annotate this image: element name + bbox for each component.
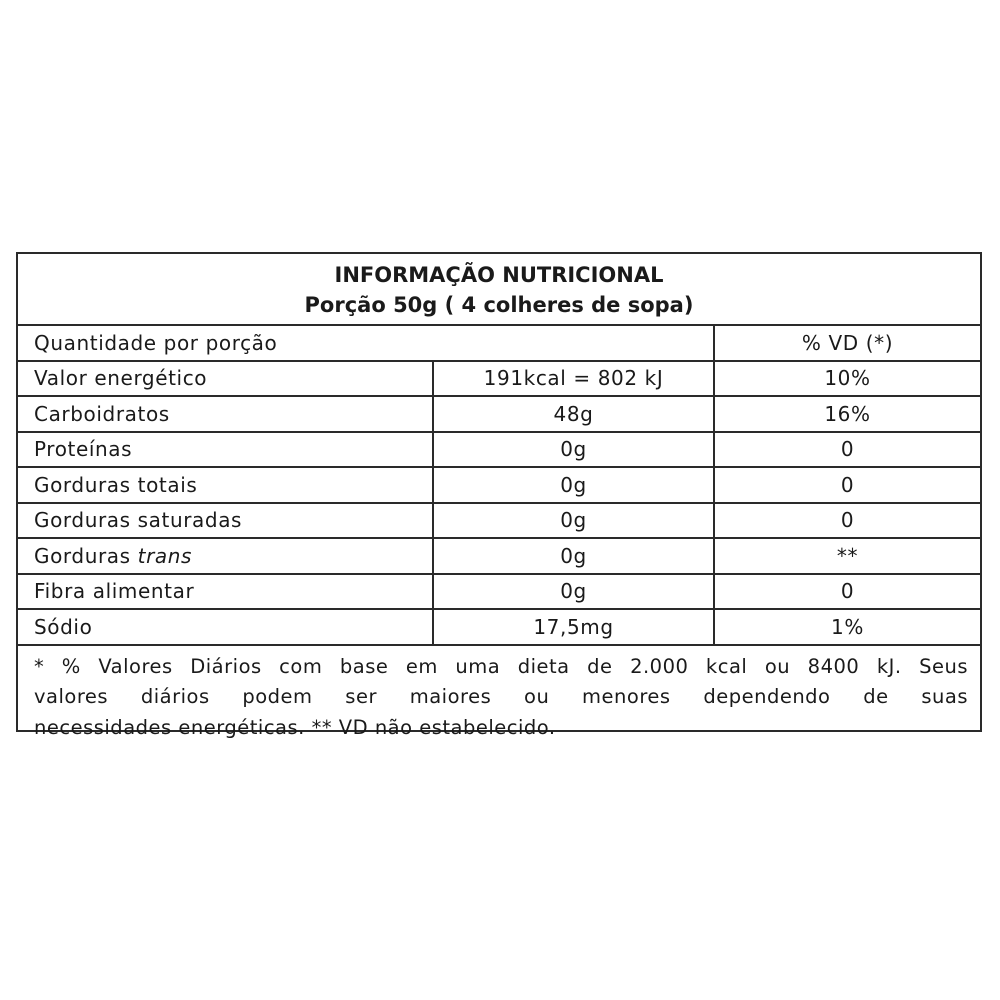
table-row <box>18 468 980 504</box>
serving-size: Porção 50g ( 4 colheres de sopa) <box>304 293 694 317</box>
nutrient-amount: 0g <box>434 575 715 609</box>
nutrient-name: Sódio <box>18 610 434 644</box>
table-row <box>18 397 980 433</box>
nutrient-amount: 0g <box>434 504 715 538</box>
nutrient-daily-value: 0 <box>840 508 855 533</box>
nutrient-amount: 48g <box>434 397 715 431</box>
table-row <box>18 504 980 540</box>
nutrient-name-italic: trans <box>137 543 193 568</box>
nutrient-daily-value: 0 <box>840 472 855 497</box>
table-header <box>18 254 980 326</box>
nutrient-daily-value: 0 <box>840 579 855 604</box>
nutrient-daily-value: 0 <box>840 437 855 462</box>
nutrient-amount: 17,5mg <box>434 610 715 644</box>
table-row <box>18 610 980 646</box>
nutrient-daily-value: 1% <box>831 614 864 639</box>
footnote <box>18 646 980 739</box>
nutrient-name-prefix: Gorduras <box>34 543 138 568</box>
footnote-line: necessidades energéticas. ** VD não estabelecido. <box>34 715 556 739</box>
footnote-line: * % Valores Diários com base em uma dieta de 2.000 kcal ou 8400 kJ. Seus <box>34 654 968 678</box>
table-row <box>18 539 980 575</box>
nutrition-facts-table <box>16 252 982 739</box>
nutrient-daily-value: 10% <box>824 366 871 391</box>
nutrient-name: Valor energético <box>18 362 434 396</box>
table-row <box>18 575 980 611</box>
table-row <box>18 433 980 469</box>
column-header-row <box>18 326 980 362</box>
footnote-line: valores diários podem ser maiores ou menores dependendo de suas <box>34 685 968 708</box>
nutrient-name: Proteínas <box>18 433 434 467</box>
daily-value-header: % VD (*) <box>801 330 894 355</box>
nutrient-name: Carboidratos <box>18 397 434 431</box>
nutrient-name: Gorduras totais <box>18 468 434 502</box>
table-title: INFORMAÇÃO NUTRICIONAL <box>334 263 664 287</box>
nutrient-name: Gorduras saturadas <box>18 504 434 538</box>
nutrient-amount: 0g <box>434 539 715 573</box>
table-row <box>18 362 980 398</box>
nutrient-amount: 0g <box>434 433 715 467</box>
nutrient-daily-value: ** <box>836 543 859 568</box>
nutrient-amount: 191kcal = 802 kJ <box>434 362 715 396</box>
quantity-per-serving-header: Quantidade por porção <box>18 326 715 360</box>
nutrient-amount: 0g <box>434 468 715 502</box>
nutrient-daily-value: 16% <box>824 401 871 426</box>
nutrient-name: Fibra alimentar <box>18 575 434 609</box>
nutrient-name <box>18 539 434 573</box>
